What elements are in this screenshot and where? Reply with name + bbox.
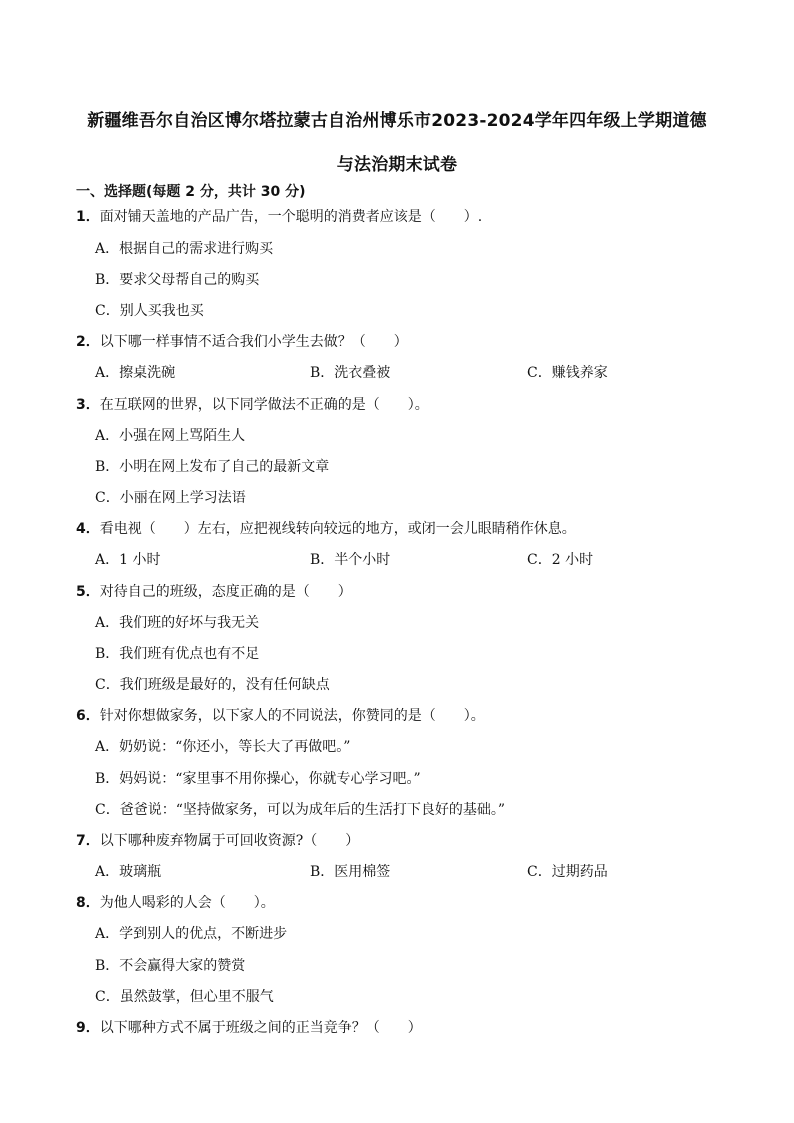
question-6 [76, 705, 485, 725]
option-5c: C．我们班级是最好的，没有任何缺点 [95, 677, 330, 693]
question-text: 面对铺天盖地的产品广告，一个聪明的消费者应该是（ ）. [99, 209, 483, 225]
option-2b: B．洗衣叠被 [310, 365, 391, 381]
question-number: 3． [76, 397, 100, 413]
option-8a: A．学到别人的优点，不断进步 [95, 926, 288, 942]
option-1a: A．根据自己的需求进行购买 [95, 241, 274, 257]
question-number: 2． [76, 334, 100, 350]
question-3 [76, 394, 429, 414]
option-4a: A．1 小时 [95, 552, 161, 568]
option-7b: B．医用棉签 [310, 864, 391, 880]
question-number: 7． [76, 833, 100, 849]
option-6a: A．奶奶说：“你还小，等长大了再做吧。” [95, 739, 351, 755]
question-7 [76, 830, 359, 850]
question-text: 为他人喝彩的人会（ ）。 [99, 895, 275, 911]
section-heading: 一、选择题(每题 2 分，共计 30 分) [76, 184, 306, 200]
question-4 [76, 518, 576, 538]
option-5a: A．我们班的好坏与我无关 [95, 615, 260, 631]
option-2c: C．赚钱养家 [527, 365, 608, 381]
option-3a: A．小强在网上骂陌生人 [95, 428, 246, 444]
option-8b: B．不会赢得大家的赞赏 [95, 958, 246, 974]
question-8 [76, 892, 275, 912]
question-1 [76, 206, 482, 226]
question-text: 对待自己的班级，态度正确的是（ ） [99, 584, 352, 600]
option-7a: A．玻璃瓶 [95, 864, 162, 880]
question-number: 5． [76, 584, 100, 600]
question-text: 以下哪种废弃物属于可回收资源?（ ） [99, 833, 360, 849]
option-8c: C．虽然鼓掌，但心里不服气 [95, 989, 274, 1005]
question-number: 9． [76, 1020, 100, 1036]
option-3c: C．小丽在网上学习法语 [95, 490, 246, 506]
question-2 [76, 331, 408, 351]
question-text: 以下哪一样事情不适合我们小学生去做？（ ） [99, 334, 408, 350]
question-text: 针对你想做家务，以下家人的不同说法，你赞同的是（ ）。 [99, 708, 485, 724]
question-number: 1． [76, 209, 100, 225]
option-5b: B．我们班有优点也有不足 [95, 646, 260, 662]
option-3b: B．小明在网上发布了自己的最新文章 [95, 459, 330, 475]
exam-title-line1: 新疆维吾尔自治区博尔塔拉蒙古自治州博乐市2023-2024学年四年级上学期道德 [87, 111, 707, 131]
option-1b: B．要求父母帮自己的购买 [95, 272, 260, 288]
option-6c: C．爸爸说：“坚持做家务，可以为成年后的生活打下良好的基础。” [95, 802, 506, 818]
question-text: 看电视（ ）左右，应把视线转向较远的地方，或闭一会儿眼睛稍作休息。 [99, 521, 576, 537]
option-4b: B．半个小时 [310, 552, 391, 568]
option-7c: C．过期药品 [527, 864, 608, 880]
option-1c: C．别人买我也买 [95, 303, 204, 319]
option-2a: A．擦桌洗碗 [95, 365, 176, 381]
question-text: 以下哪种方式不属于班级之间的正当竞争？（ ） [99, 1020, 422, 1036]
question-number: 8． [76, 895, 100, 911]
question-number: 6． [76, 708, 100, 724]
exam-title-line2: 与法治期末试卷 [336, 155, 458, 175]
question-text: 在互联网的世界，以下同学做法不正确的是（ ）。 [99, 397, 429, 413]
question-9 [76, 1017, 422, 1037]
option-4c: C．2 小时 [527, 552, 594, 568]
question-5 [76, 581, 352, 601]
option-6b: B．妈妈说：“家里事不用你操心，你就专心学习吧。” [95, 771, 421, 787]
question-number: 4． [76, 521, 100, 537]
